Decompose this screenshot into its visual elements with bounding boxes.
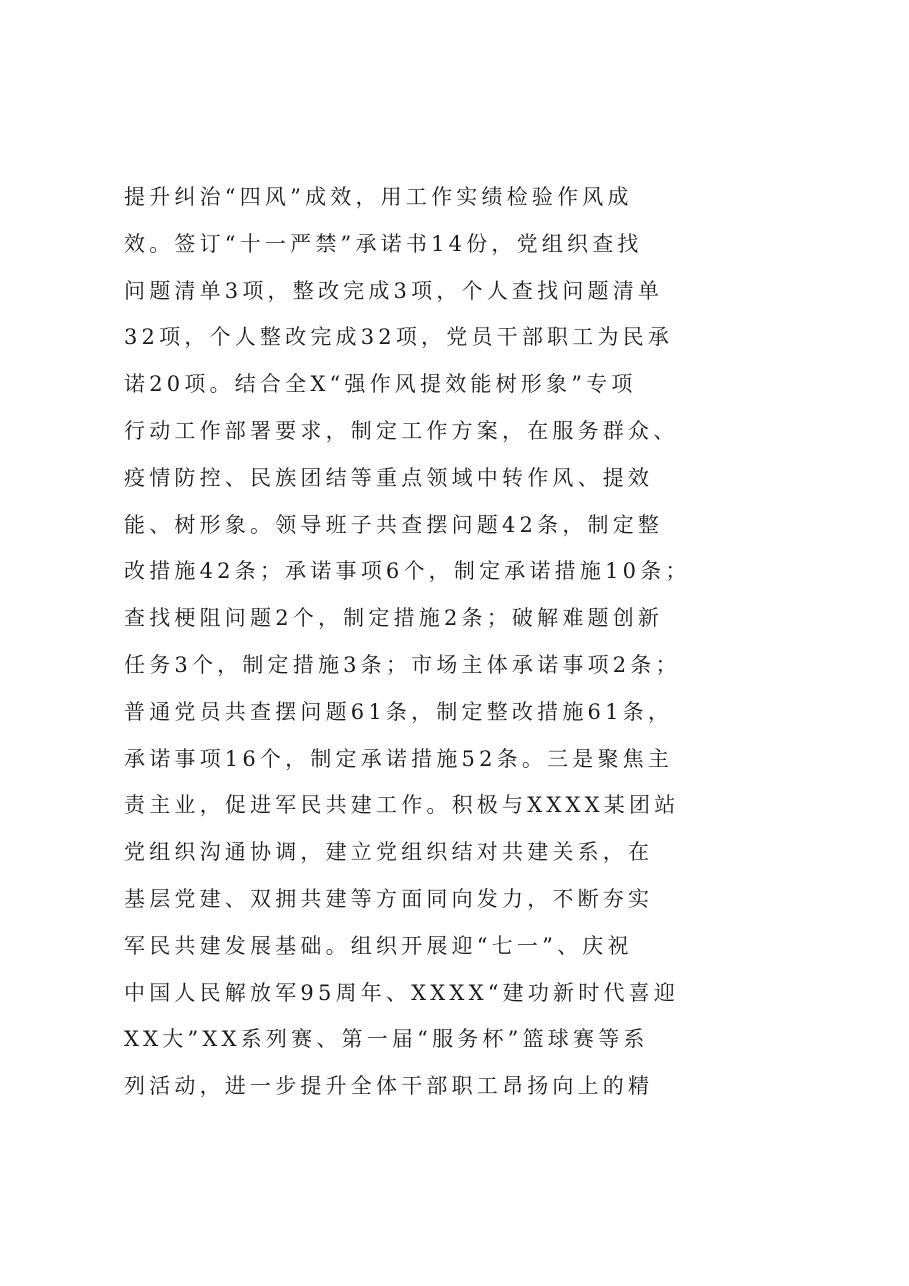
text-line-20: 列活动，进一步提升全体干部职工昂扬向上的精 [124, 1074, 654, 1099]
text-line-6: 行动工作部署要求，制定工作方案，在服务群众、 [124, 418, 679, 443]
body-paragraph [124, 174, 804, 1110]
text-line-4: 32项，个人整改完成32项，党员干部职工为民承 [124, 325, 674, 350]
text-line-1: 提升纠治“四风”成效，用工作实绩检验作风成 [124, 185, 633, 209]
text-line-14: 责主业，促进军民共建工作。积极与XXXX某团站 [124, 793, 680, 818]
text-line-12: 普通党员共查摆问题61条，制定整改措施61条， [124, 699, 674, 724]
text-line-18: 中国人民解放军95周年、XXXX“建功新时代喜迎 [124, 980, 680, 1005]
text-line-19: XX大”XX系列赛、第一届“服务杯”篮球赛等系 [124, 1027, 649, 1052]
text-line-10: 查找梗阻问题2个，制定措施2条；破解难题创新 [124, 606, 664, 631]
text-line-2: 效。签订“十一严禁”承诺书14份，党组织查找 [124, 231, 643, 256]
text-line-9: 改措施42条；承诺事项6个，制定承诺措施10条； [124, 559, 691, 584]
text-line-15: 党组织沟通协调，建立党组织结对共建关系，在 [124, 840, 654, 865]
text-line-3: 问题清单3项，整改完成3项，个人查找问题清单 [124, 278, 664, 303]
text-line-16: 基层党建、双拥共建等方面同向发力，不断夯实 [124, 886, 654, 911]
text-line-11: 任务3个，制定措施3条；市场主体承诺事项2条； [124, 652, 681, 677]
text-line-8: 能、树形象。领导班子共查摆问题42条，制定整 [124, 512, 664, 537]
text-line-17: 军民共建发展基础。组织开展迎“七一”、庆祝 [124, 933, 633, 958]
text-line-7: 疫情防控、民族团结等重点领域中转作风、提效 [124, 465, 654, 490]
text-line-5: 诺20项。结合全X“强作风提效能树形象”专项 [124, 372, 637, 397]
text-line-13: 承诺事项16个，制定承诺措施52条。三是聚焦主 [124, 746, 674, 771]
